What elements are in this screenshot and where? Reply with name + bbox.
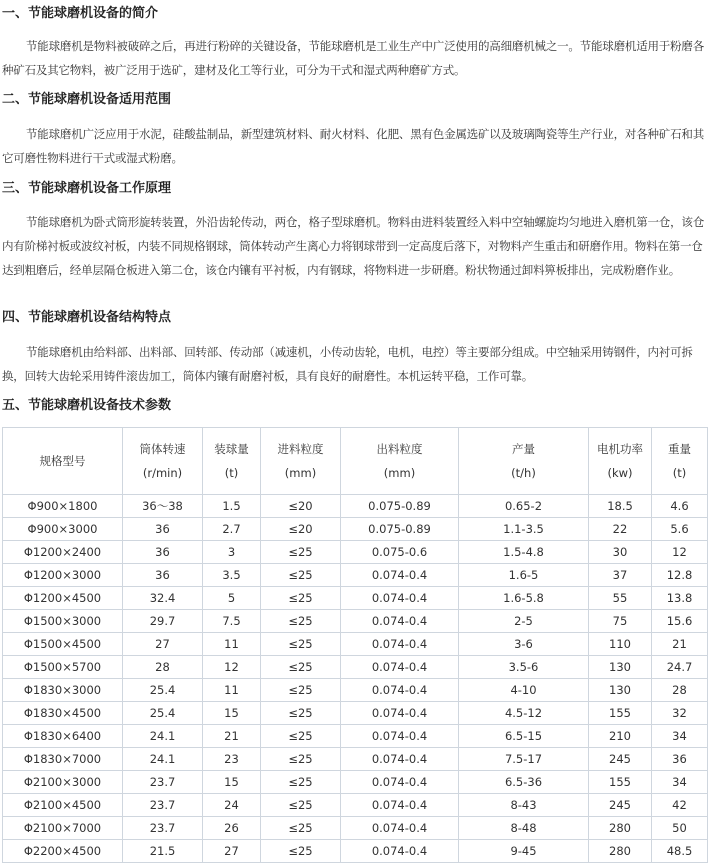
cell-feed-size: ≤20 [261,518,341,541]
cell-speed: 36 [123,564,203,587]
cell-motor-power: 18.5 [589,495,652,518]
cell-motor-power: 155 [589,771,652,794]
cell-output-size: 0.074-0.4 [341,564,459,587]
cell-ball-load: 7.5 [203,610,261,633]
cell-model: Φ1200×2400 [3,541,123,564]
cell-weight: 12.8 [652,564,708,587]
cell-speed: 29.7 [123,610,203,633]
cell-feed-size: ≤25 [261,794,341,817]
cell-capacity: 6.5-15 [459,725,589,748]
cell-speed: 36～38 [123,495,203,518]
cell-feed-size: ≤25 [261,656,341,679]
cell-ball-load: 21 [203,725,261,748]
cell-capacity: 3.5-6 [459,656,589,679]
section-title-specs: 五、节能球磨机设备技术参数 [2,398,172,413]
cell-capacity: 2-5 [459,610,589,633]
section-title-intro: 一、节能球磨机设备的简介 [2,6,159,21]
cell-ball-load: 3.5 [203,564,261,587]
table-row [3,541,708,564]
cell-model: Φ1830×4500 [3,702,123,725]
cell-motor-power: 30 [589,541,652,564]
table-row [3,702,708,725]
cell-output-size: 0.074-0.4 [341,748,459,771]
cell-motor-power: 245 [589,748,652,771]
header-weight: 重量 (t) [652,428,708,495]
cell-capacity: 6.5-36 [459,771,589,794]
header-output-size: 出料粒度 (mm) [341,428,459,495]
cell-weight: 32 [652,702,708,725]
cell-model: Φ900×1800 [3,495,123,518]
cell-speed: 23.7 [123,817,203,840]
cell-motor-power: 155 [589,702,652,725]
cell-model: Φ2100×4500 [3,794,123,817]
section-title-scope: 二、节能球磨机设备适用范围 [2,92,172,107]
section-title-principle: 三、节能球磨机设备工作原理 [2,181,172,196]
cell-weight: 15.6 [652,610,708,633]
cell-motor-power: 130 [589,656,652,679]
table-row [3,748,708,771]
cell-output-size: 0.074-0.4 [341,610,459,633]
cell-speed: 27 [123,633,203,656]
cell-output-size: 0.074-0.4 [341,725,459,748]
cell-ball-load: 2.7 [203,518,261,541]
cell-ball-load: 24 [203,794,261,817]
cell-model: Φ1500×3000 [3,610,123,633]
cell-capacity: 1.1-3.5 [459,518,589,541]
table-row [3,633,708,656]
table-header-row [3,428,708,495]
section-text-principle: 节能球磨机为卧式筒形旋转装置，外沿齿轮传动，两仓，格子型球磨机。物料由进料装置经入料中空轴螺旋均匀地进入磨机第一仓，该仓内有阶梯衬板或波纹衬板，内装不同规格钢球，筒体转动产生离心力将钢球带到一定高度后落下，对物料产生重击和研磨作用。物料在第一仓达到粗磨后，经单层隔仓板进入第二仓，该仓内镶有平衬板，内有钢球，将物料进一步研磨。粉状物通过卸料箅板排出，完成粉磨作业。 [2,215,704,277]
cell-output-size: 0.074-0.4 [341,771,459,794]
table-row [3,794,708,817]
cell-motor-power: 210 [589,725,652,748]
spec-table [2,427,708,863]
section-text-structure: 节能球磨机由给料部、出料部、回转部、传动部（减速机，小传动齿轮，电机，电控）等主要部分组成。中空轴采用铸钢件，内衬可拆换，回转大齿轮采用铸件滚齿加工，筒体内镶有耐磨衬板，具有良好的耐磨性。本机运转平稳，工作可靠。 [2,345,693,383]
cell-ball-load: 3 [203,541,261,564]
cell-speed: 36 [123,541,203,564]
cell-motor-power: 280 [589,817,652,840]
table-row [3,725,708,748]
cell-model: Φ1200×4500 [3,587,123,610]
cell-output-size: 0.075-0.89 [341,495,459,518]
cell-model: Φ1200×3000 [3,564,123,587]
cell-capacity: 8-48 [459,817,589,840]
cell-feed-size: ≤20 [261,495,341,518]
cell-ball-load: 15 [203,771,261,794]
table-row [3,610,708,633]
cell-output-size: 0.074-0.4 [341,587,459,610]
header-model: 规格型号 [3,428,123,495]
cell-model: Φ2100×7000 [3,817,123,840]
cell-model: Φ1830×6400 [3,725,123,748]
cell-feed-size: ≤25 [261,564,341,587]
cell-speed: 28 [123,656,203,679]
cell-motor-power: 245 [589,794,652,817]
cell-capacity: 1.6-5.8 [459,587,589,610]
cell-weight: 4.6 [652,495,708,518]
cell-feed-size: ≤25 [261,679,341,702]
cell-capacity: 1.5-4.8 [459,541,589,564]
cell-ball-load: 23 [203,748,261,771]
cell-ball-load: 12 [203,656,261,679]
cell-weight: 34 [652,725,708,748]
cell-model: Φ2100×3000 [3,771,123,794]
header-motor-power: 电机功率 (kw) [589,428,652,495]
table-row [3,771,708,794]
header-capacity: 产量 (t/h) [459,428,589,495]
cell-ball-load: 27 [203,840,261,863]
cell-motor-power: 37 [589,564,652,587]
cell-ball-load: 15 [203,702,261,725]
table-row [3,840,708,863]
cell-feed-size: ≤25 [261,817,341,840]
cell-weight: 5.6 [652,518,708,541]
cell-capacity: 4-10 [459,679,589,702]
cell-ball-load: 1.5 [203,495,261,518]
cell-model: Φ1500×4500 [3,633,123,656]
cell-speed: 24.1 [123,725,203,748]
cell-capacity: 9-45 [459,840,589,863]
cell-weight: 50 [652,817,708,840]
cell-model: Φ1830×7000 [3,748,123,771]
cell-capacity: 3-6 [459,633,589,656]
cell-weight: 36 [652,748,708,771]
cell-speed: 32.4 [123,587,203,610]
cell-output-size: 0.074-0.4 [341,840,459,863]
cell-feed-size: ≤25 [261,587,341,610]
cell-motor-power: 22 [589,518,652,541]
cell-capacity: 0.65-2 [459,495,589,518]
cell-weight: 34 [652,771,708,794]
cell-speed: 36 [123,518,203,541]
cell-motor-power: 280 [589,840,652,863]
section-text-intro: 节能球磨机是物料被破碎之后，再进行粉碎的关键设备，节能球磨机是工业生产中广泛使用的高细磨机械之一。节能球磨机适用于粉磨各种矿石及其它物料，被广泛用于选矿，建材及化工等行业，可分为干式和湿式两种磨矿方式。 [2,39,704,77]
cell-feed-size: ≤25 [261,610,341,633]
table-row [3,518,708,541]
cell-feed-size: ≤25 [261,702,341,725]
header-ball-load: 装球量 (t) [203,428,261,495]
cell-capacity: 4.5-12 [459,702,589,725]
cell-model: Φ1830×3000 [3,679,123,702]
cell-output-size: 0.074-0.4 [341,794,459,817]
cell-output-size: 0.074-0.4 [341,702,459,725]
cell-weight: 13.8 [652,587,708,610]
cell-feed-size: ≤25 [261,840,341,863]
cell-output-size: 0.075-0.89 [341,518,459,541]
table-row [3,679,708,702]
cell-capacity: 7.5-17 [459,748,589,771]
cell-motor-power: 130 [589,679,652,702]
cell-capacity: 1.6-5 [459,564,589,587]
cell-speed: 23.7 [123,794,203,817]
cell-weight: 42 [652,794,708,817]
cell-ball-load: 5 [203,587,261,610]
cell-feed-size: ≤25 [261,748,341,771]
cell-feed-size: ≤25 [261,633,341,656]
cell-speed: 25.4 [123,679,203,702]
cell-motor-power: 110 [589,633,652,656]
cell-feed-size: ≤25 [261,725,341,748]
cell-ball-load: 26 [203,817,261,840]
table-row [3,564,708,587]
cell-weight: 24.7 [652,656,708,679]
table-row [3,587,708,610]
cell-feed-size: ≤25 [261,771,341,794]
cell-model: Φ1500×5700 [3,656,123,679]
table-row [3,656,708,679]
spec-table-body [3,495,708,863]
section-title-structure: 四、节能球磨机设备结构特点 [2,310,172,325]
cell-motor-power: 75 [589,610,652,633]
cell-weight: 21 [652,633,708,656]
table-row [3,817,708,840]
cell-output-size: 0.074-0.4 [341,656,459,679]
cell-output-size: 0.074-0.4 [341,679,459,702]
header-speed: 筒体转速 (r/min) [123,428,203,495]
cell-speed: 24.1 [123,748,203,771]
cell-weight: 28 [652,679,708,702]
cell-motor-power: 55 [589,587,652,610]
cell-speed: 25.4 [123,702,203,725]
cell-speed: 21.5 [123,840,203,863]
cell-model: Φ900×3000 [3,518,123,541]
header-feed-size: 进料粒度 (mm) [261,428,341,495]
cell-weight: 48.5 [652,840,708,863]
cell-output-size: 0.074-0.4 [341,817,459,840]
cell-ball-load: 11 [203,679,261,702]
cell-model: Φ2200×4500 [3,840,123,863]
cell-ball-load: 11 [203,633,261,656]
cell-feed-size: ≤25 [261,541,341,564]
cell-weight: 12 [652,541,708,564]
table-row [3,495,708,518]
cell-speed: 23.7 [123,771,203,794]
section-text-scope: 节能球磨机广泛应用于水泥，硅酸盐制品，新型建筑材料、耐火材料、化肥、黑有色金属选矿以及玻璃陶瓷等生产行业，对各种矿石和其它可磨性物料进行干式或湿式粉磨。 [2,127,704,165]
cell-capacity: 8-43 [459,794,589,817]
cell-output-size: 0.074-0.4 [341,633,459,656]
cell-output-size: 0.075-0.6 [341,541,459,564]
